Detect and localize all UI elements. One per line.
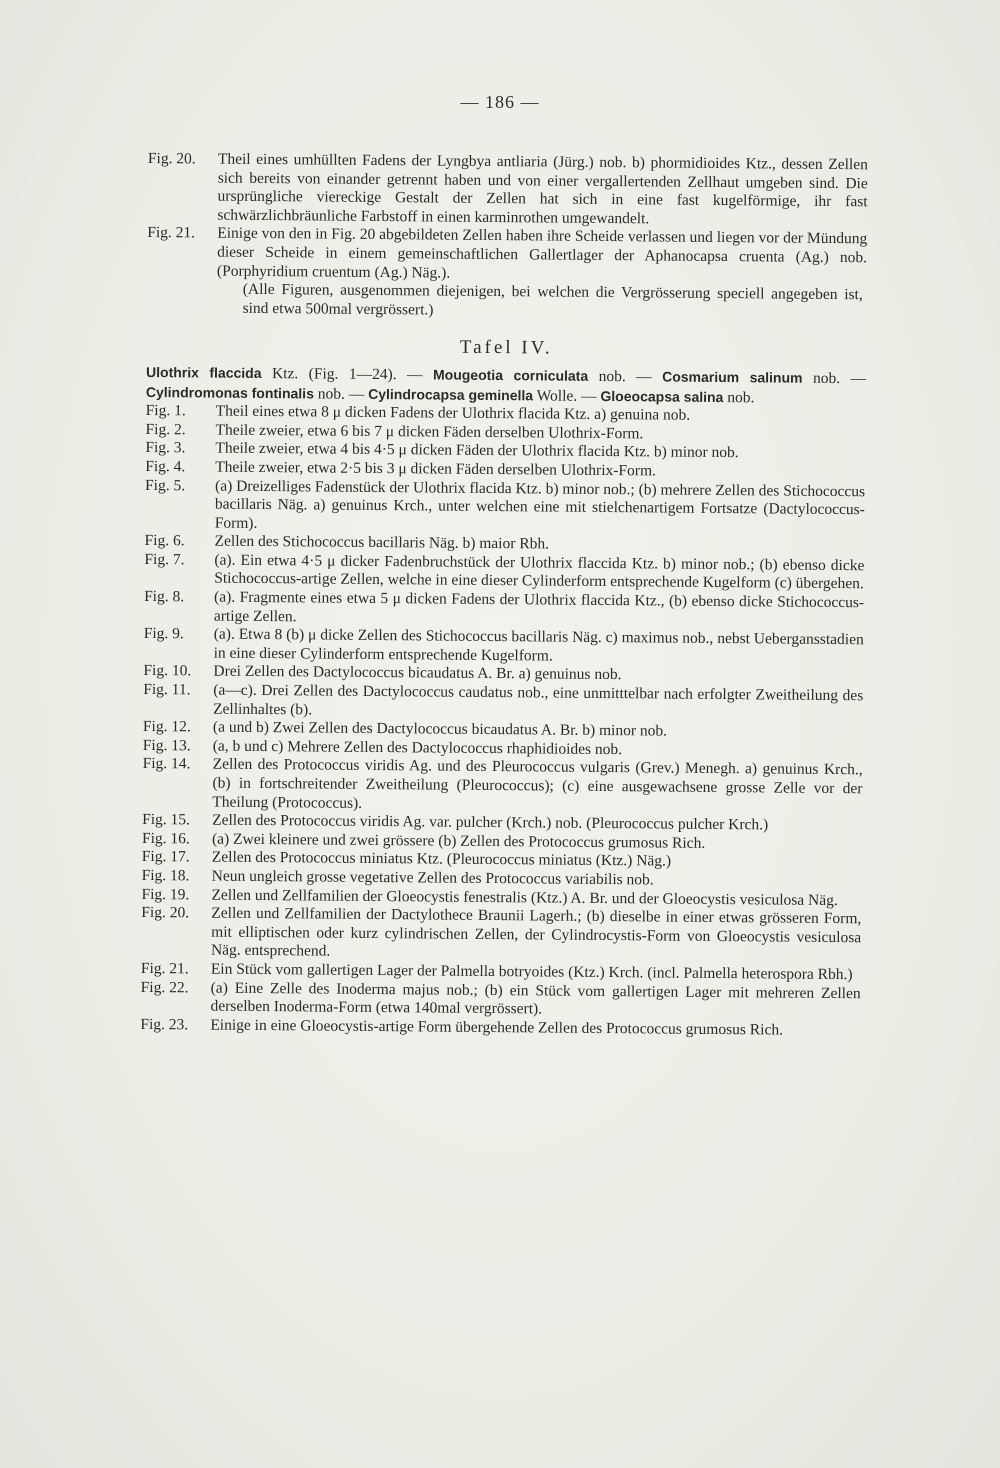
figure-caption: (a) Eine Zelle des Inoderma majus nob.; (b) ein Stück vom gallertigen Lager mit mehreren Zellen derselben Inoderma-Form (etwa 140mal vergrössert). [210, 979, 861, 1018]
figure-label: Fig. 6. [144, 532, 185, 550]
figure-label: Fig. 3. [145, 439, 186, 457]
figure-caption: (a). Ein etwa 4·5 μ dicker Fadenbruchstück der Ulothrix flaccida Ktz. b) minor nob.; (b) ebenso dicke Stichococcus-artige Zellen, welche in eine dieser Cylinderform entsprechende Kugelform (c) übergehen. [214, 551, 865, 593]
figure-entry [147, 150, 868, 231]
page-number: — 186 — [460, 92, 540, 112]
figure-caption: Zellen des Protococcus viridis Ag. var. pulcher (Krch.) nob. (Pleurococcus pulcher Krch.) [212, 811, 769, 834]
figure-caption: (a). Etwa 8 (b) μ dicke Zellen des Stichococcus bacillaris Näg. c) maximus nob., nebst Uebergansstadien in eine dieser Cylinderform entsprechende Kugelform. [213, 625, 864, 665]
species-text: nob. — [313, 384, 369, 403]
figure-label: Fig. 20. [141, 904, 190, 922]
figure-label: Fig. 15. [142, 811, 191, 829]
figure-label: Fig. 14. [142, 755, 191, 773]
figure-caption: Theil eines etwa 8 μ dicken Fadens der Ulothrix flacida Ktz. a) genuina nob. [215, 402, 691, 424]
species-name: Cylindrocapsa geminella [368, 385, 534, 403]
figure-caption: Theil eines umhüllten Fadens der Lyngbya antliaria (Jürg.) nob. b) phormidioides Ktz., dessen Zellen sich bereits von einander getrennt haben und von einer vergallertenden Zellhaut umgeben sind. Die ursprüngliche viereckige Gestalt der Zellen hat sich in eine fast kugelförmige, ihr fast schwärzlichbräunliche Farbstoff in einen karminrothen umgewandelt. [217, 150, 868, 228]
figure-entry [144, 588, 864, 631]
figure-label: Fig. 21. [147, 224, 196, 242]
species-text: nob. — [588, 367, 663, 386]
species-name: Cylindromonas fontinalis [145, 383, 314, 401]
figure-label: Fig. 1. [145, 402, 186, 420]
species-text: nob. — [802, 369, 867, 388]
figure-label: Fig. 7. [144, 550, 185, 569]
figure-label: Fig. 5. [145, 476, 186, 494]
figure-caption: Neun ungleich grosse vegetative Zellen des Protococcus variabilis nob. [211, 867, 654, 889]
figure-caption: Zellen des Protococcus miniatus Ktz. (Pleurococcus miniatus (Ktz.) Näg.) [211, 848, 672, 870]
figure-caption: Einige in eine Gloeocystis-artige Form übergehende Zellen des Protococcus grumosus Rich. [210, 1016, 784, 1039]
figure-label: Fig. 2. [145, 420, 186, 439]
figure-entry [144, 551, 864, 594]
species-name: Cosmarium salinum [662, 368, 803, 386]
figure-caption: (a und b) Zwei Zellen des Dactylococcus bicaudatus A. Br. b) minor nob. [212, 718, 668, 740]
figure-label: Fig. 23. [140, 1015, 189, 1034]
figure-caption: (a, b und c) Mehrere Zellen des Dactylococcus rhaphidioides nob. [212, 737, 623, 758]
figure-caption: Zellen des Stichococcus bacillaris Näg. b) maior Rbh. [214, 532, 550, 553]
figure-entry [141, 904, 861, 966]
figure-caption: (a) Zwei kleinere und zwei grössere (b) Zellen des Protococcus grumosus Rich. [211, 830, 706, 852]
species-text: Ktz. (Fig. 1—24). — [261, 364, 434, 384]
figure-label: Fig. 17. [141, 848, 190, 866]
figure-caption: (a). Fragmente eines etwa 5 μ dicken Fadens der Ulothrix flaccida Ktz., (b) ebenso dicke Stichococcus-artige Zellen. [213, 588, 865, 625]
magnification-note: (Alle Figuren, ausgenommen diejenigen, bei welchen die Vergrösserung speciell angegeben ist, sind etwa 500mal vergrössert.) [242, 280, 863, 319]
species-name: Ulothrix flaccida [145, 363, 262, 381]
figure-label: Fig. 9. [143, 625, 184, 643]
figure-caption: Zellen des Protococcus viridis Ag. und des Pleurococcus vulgaris (Grev.) Menegh. a) genuinus Krch., (b) in fortschreitender Zweitheilung (Pleurococcus); (c) eine ausgewachsene grosse Zelle vor der Theilung (Protococcus). [212, 755, 863, 812]
figure-caption: (a) Dreizelliges Fadenstück der Ulothrix flacida Ktz. b) minor nob.; (b) mehrere Zellen des Stichococcus bacillaris Näg. a) genuinus Krch., unter welchen eine mit stielchenartigem Fortsatze (Dactylococcus-Form). [214, 477, 866, 532]
figure-label: Fig. 21. [140, 959, 189, 978]
figure-label: Fig. 22. [140, 978, 189, 996]
figure-entry [144, 625, 864, 668]
species-text: Wolle. — [533, 386, 601, 405]
figure-label: Fig. 4. [145, 457, 186, 476]
figure-entry [147, 224, 867, 286]
figure-caption: Zellen und Zellfamilien der Gloeocystis fenestralis (Ktz.) A. Br. und der Gloeocystis vesiculosa Näg. [211, 886, 838, 909]
figure-caption: Theile zweier, etwa 2·5 bis 3 μ dicken Fäden derselben Ulothrix-Form. [215, 458, 656, 480]
species-name: Gloeocapsa salina [600, 387, 724, 405]
plate-title: Tafel IV. [459, 337, 553, 359]
figure-label: Fig. 19. [141, 885, 190, 903]
page-body [140, 150, 868, 1041]
figure-entry [143, 681, 863, 724]
figure-entry [145, 476, 865, 538]
figure-label: Fig. 8. [144, 588, 185, 606]
figure-caption: (a—c). Drei Zellen des Dactylococcus caudatus nob., eine unmitttelbar nach erfolgter Zweitheilung des Zellinhaltes (b). [213, 681, 864, 719]
figure-label: Fig. 10. [143, 662, 192, 680]
figure-caption: Drei Zellen des Dactylococcus bicaudatus A. Br. a) genuinus nob. [213, 663, 622, 684]
plate-figure-list [140, 402, 865, 1040]
figure-label: Fig. 20. [147, 150, 196, 168]
figure-caption: Ein Stück vom gallertigen Lager der Palmella botryoides (Ktz.) Krch. (incl. Palmella heterospora Rbh.) [210, 960, 853, 984]
plate-species-list [146, 363, 866, 408]
figure-caption: Theile zweier, etwa 4 bis 4·5 μ dicken Fäden der Ulothrix flacida Ktz. b) minor nob. [215, 439, 739, 462]
figure-label: Fig. 12. [142, 718, 191, 736]
figure-entry [140, 978, 860, 1021]
figure-caption: Zellen und Zellfamilien der Dactylothece Braunii Lagerh.; (b) dieselbe in einer etwas grösseren Form, mit elliptischen oder kurz cylindrischen Zellen, der Cylindrocystis-Form von Gloeocystis vesiculosa Näg. entsprechend. [210, 904, 862, 960]
top-figure-list [147, 150, 868, 286]
figure-label: Fig. 13. [142, 736, 191, 755]
figure-caption: Theile zweier, etwa 6 bis 7 μ dicken Fäden derselben Ulothrix-Form. [215, 421, 644, 443]
figure-entry [142, 755, 862, 817]
figure-label: Fig. 18. [141, 866, 190, 885]
figure-label: Fig. 16. [141, 829, 190, 848]
species-text: nob. [723, 388, 755, 406]
figure-label: Fig. 11. [143, 681, 191, 699]
species-name: Mougeotia corniculata [432, 366, 589, 384]
figure-caption: Einige von den in Fig. 20 abgebildeten Zellen haben ihre Scheide verlassen und liegen vor der Mündung dieser Scheide in einem gemeinschaftlichen Gallertlager der Aphanocapsa cruenta (Ag.) nob. (Porphyridium cruentum (Ag.) Näg.). [216, 224, 868, 282]
